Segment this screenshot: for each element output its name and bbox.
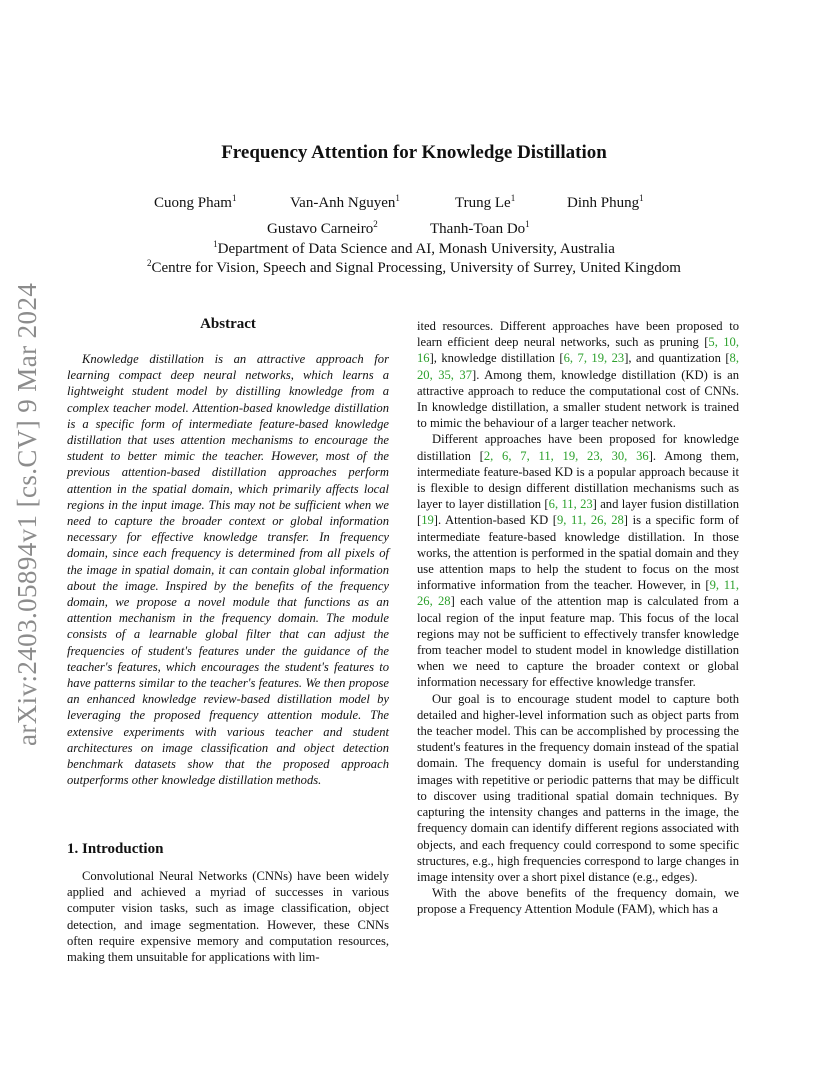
citation-link[interactable]: 5, 10, 16: [417, 335, 739, 366]
citation-link[interactable]: 9, 11, 26, 28: [417, 578, 739, 609]
abstract-paragraph: Knowledge distillation is an attractive approach for learning compact deep neural networks, which learns a lightweight student model by distilling knowledge from a complex teacher model. Attention-based knowledge distillation is a specific form of intermediate feature-based knowledge distillation that uses attention mechanisms to encourage the student to better mimic the teacher. However, most of the previous attention-based distillation approaches perform attention in the spatial domain, which primarily affects local regions in the input image. This may not be sufficient when we need to capture the broader context or global information necessary for effective knowledge transfer. In frequency domain, since each frequency is determined from all pixels of the image in spatial domain, it can contain global information about the image. Inspired by the benefits of the frequency domain, we propose a novel module that functions as an attention mechanism in the frequency domain. The module consists of a learnable global filter that can adjust the frequencies of student's features under the guidance of the teacher's features, which encourages the student's features to have patterns similar to the teacher's features. We then propose an enhanced knowledge review-based distillation model by leveraging the proposed frequency attention module. The extensive experiments with various teacher and student architectures on image classification and object detection benchmark datasets show that the proposed approach outperforms other knowledge distillation methods.: [67, 352, 389, 788]
introduction-left-column: [67, 868, 389, 965]
author-trung-le: [455, 195, 515, 212]
body-text: ]. Among them, intermediate feature-based KD is a popular approach because it is flexible to design different distillation mechanisms such as layer to layer distillation [: [417, 448, 739, 512]
citation-link[interactable]: 6, 11, 23: [548, 497, 593, 512]
author-name: Gustavo Carneiro: [267, 221, 374, 237]
author-affiliation-mark: 2: [373, 219, 378, 229]
citation-link[interactable]: 9, 11, 26, 28: [557, 513, 624, 528]
arxiv-identifier: arXiv:2403.05894v1 [cs.CV] 9 Mar 2024: [12, 282, 42, 746]
author-affiliation-mark: 1: [395, 193, 400, 203]
intro-paragraph-2: [417, 318, 739, 431]
affiliation-mark: 2: [147, 258, 152, 268]
citation-link[interactable]: 8, 20, 35, 37: [417, 351, 739, 382]
abstract-body: [67, 351, 389, 788]
author-gustavo-carneiro: [267, 221, 378, 238]
citation-link[interactable]: 6, 7, 19, 23: [563, 351, 625, 366]
author-dinh-phung: [567, 195, 644, 212]
affiliation-monash: [0, 241, 828, 258]
author-cuong-pham: [154, 195, 236, 212]
abstract-heading: Abstract: [200, 316, 256, 332]
intro-paragraph-1: Convolutional Neural Networks (CNNs) have been widely applied and achieved a myriad of successes in various computer vision tasks, such as image classification, object detection, and image segmentation. However, these CNNs often require expensive memory and computation resources, making them unsuitable for applications with lim-: [67, 869, 389, 965]
body-text: ], knowledge distillation [: [429, 351, 564, 366]
author-affiliation-mark: 1: [510, 193, 516, 203]
body-text: ited resources. Different approaches have been proposed to learn efficient deep neural networks, such as pruning [: [417, 319, 739, 350]
intro-paragraph-4: Our goal is to encourage student model to capture both detailed and higher-level information such as object parts from the teacher model. This can be accomplished by processing the student's features in the frequency domain instead of the spatial domain. The frequency domain is useful for understanding images with repetitive or periodic patterns that may be difficult to discover using traditional spatial domain techniques. By capturing the intensity changes and patterns in the image, the frequency domain can identify different regions associated with objects, and each frequency could correspond to some specific structures, e.g., high frequencies correspond to large changes in image intensity over a short pixel distance (e.g., edges).: [417, 691, 739, 884]
body-text: Different approaches have been proposed for knowledge distillation [: [417, 432, 739, 463]
body-text: ] and layer fusion distillation [: [417, 497, 740, 528]
intro-paragraph-3: [417, 431, 739, 690]
author-thanh-toan-do: [430, 221, 530, 238]
author-affiliation-mark: 1: [639, 193, 644, 203]
author-name: Trung Le: [455, 195, 511, 211]
author-name: Dinh Phung: [567, 195, 640, 211]
body-text: ] each value of the attention map is calculated from a local region of the input feature map. This focus of the local regions may not be sufficient to effectively transfer knowledge from teacher model to student model in knowledge distillation when we need to capture the broader context or global information necessary for effective knowledge transfer.: [417, 594, 739, 690]
citation-link[interactable]: 2, 6, 7, 11, 19, 23, 30, 36: [483, 448, 649, 463]
body-text: ]. Among them, knowledge distillation (KD) is an attractive approach to reduce the computational cost of CNNs. In knowledge distillation, a smaller student network is trained to mimic the behaviour of a larger teacher network.: [417, 367, 740, 431]
section-heading-introduction: 1. Introduction: [67, 841, 164, 857]
affiliation-mark: 1: [213, 239, 218, 249]
author-name: Van-Anh Nguyen: [290, 195, 396, 211]
author-name: Thanh-Toan Do: [430, 221, 526, 237]
body-text: ], and quantization [: [624, 351, 730, 366]
body-text: ]. Attention-based KD [: [433, 513, 557, 528]
intro-paragraph-5: With the above benefits of the frequency domain, we propose a Frequency Attention Module (FAM), which has a: [417, 886, 739, 917]
affiliation-text: Centre for Vision, Speech and Signal Processing, University of Surrey, United Kingdom: [151, 260, 681, 276]
body-text: ] is a specific form of intermediate feature-based knowledge distillation. In those works, the attention is performed in the spatial domain and they use attention maps to help the student to focus on the most informative information from the teacher. However, in [: [417, 513, 739, 593]
author-van-anh-nguyen: [290, 195, 400, 212]
affiliation-surrey: [0, 260, 828, 277]
citation-link[interactable]: 19: [421, 513, 434, 528]
author-affiliation-mark: 1: [525, 219, 530, 229]
author-name: Cuong Pham: [154, 195, 232, 211]
author-affiliation-mark: 1: [231, 193, 237, 203]
introduction-right-column: [417, 318, 739, 918]
affiliation-text: Department of Data Science and AI, Monash University, Australia: [217, 241, 615, 257]
paper-title: Frequency Attention for Knowledge Distillation: [221, 142, 607, 163]
